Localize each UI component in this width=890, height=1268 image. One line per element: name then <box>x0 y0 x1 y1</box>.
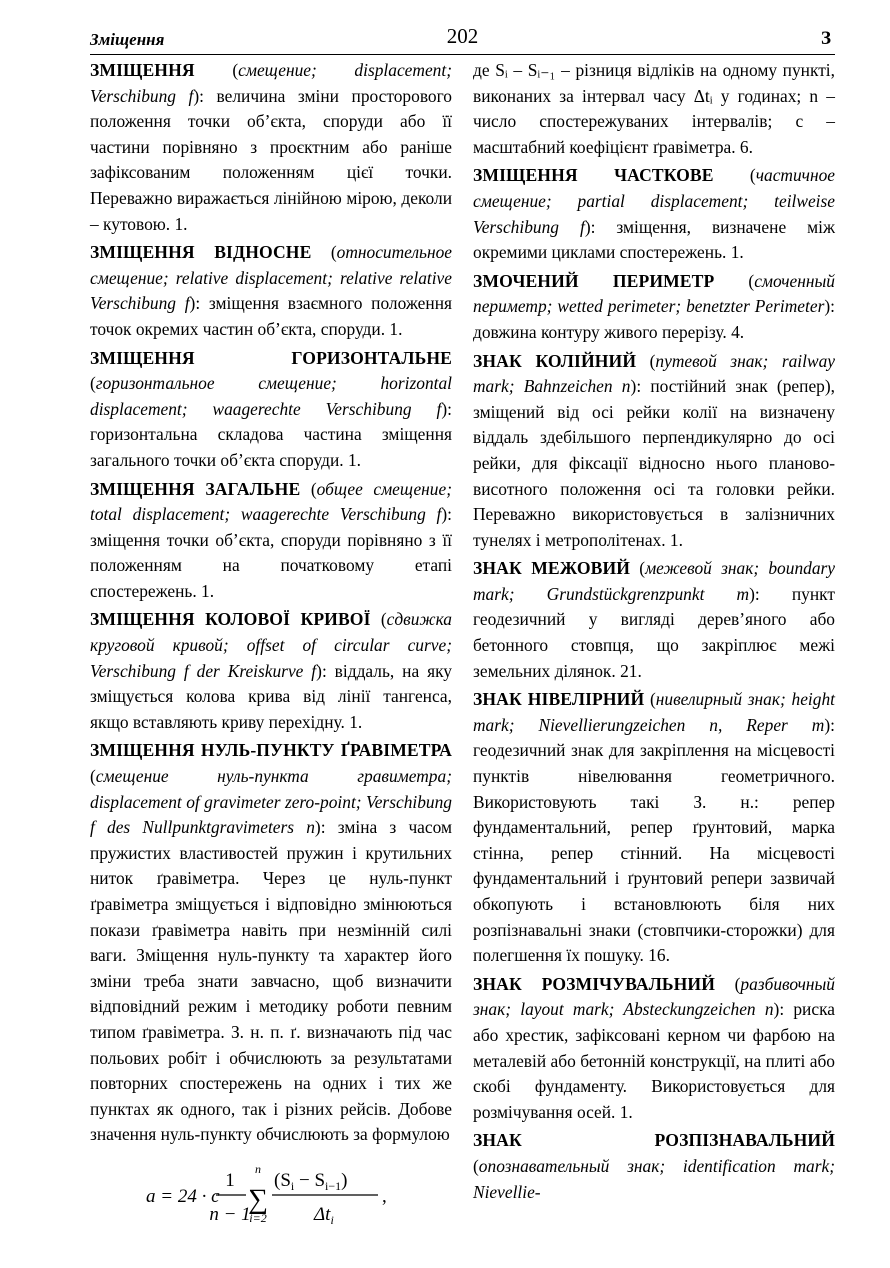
entry-term: ЗМОЧЕНИЙ ПЕРИМЕТР <box>473 270 715 291</box>
entry-translations: частичное смещение; partial displacement; teilweise Verschibung f <box>473 165 836 237</box>
entry-translations: горизонтальное смещение; horizontal displacement; waagerechte Verschibung f <box>90 373 452 419</box>
page-number: 202 <box>446 24 479 48</box>
entry-definition: : зміщення точки об’єкта, споруди порівняно з її положенням на початковому етапі спостережень. 1. <box>90 504 452 601</box>
entry-definition: : зміщення взаємного положення точок окремих частин об’єкта, споруди. 1. <box>90 293 452 339</box>
entry-term: ЗНАК РОЗМІЧУВАЛЬНИЙ <box>473 973 716 994</box>
entry-translations: общее смещение; total displacement; waagerechte Verschibung f <box>90 478 453 525</box>
entry-term: ЗМІЩЕННЯ КОЛОВОЇ КРИВОЇ <box>90 609 371 630</box>
formula-trailing-comma: , <box>382 1185 387 1207</box>
formula-denominator: $\Delta t_i$ <box>314 1203 334 1227</box>
dictionary-entry: ЗМІЩЕННЯ НУЛЬ-ПУНКТУ ҐРАВІМЕТРА (смещение нуль-пункта гравиметра; displacement of gravimeter zero-point; Verschibung f des Nullpunktgravimeters n): зміна з часом пружистих властивостей пружин і крутильних ниток ґравіметра. Через це нуль-пункт ґравіметра зміщується і відповідно змінюються покази ґравіметра навіть при незмінній силі ваги. Зміщення нуль-пункту та характер його зміни треба знати завчасно, щоб визначити відповідний режим і методику роботи певним типом ґравіметра. З. н. п. ґ. визначають під час польових робіт і обчислюють за результатами повторних спостережень на одних і тих же пунктах як одного, так і різних рейсів. Добове значення нуль-пункту обчислюють за формулою <box>90 740 452 1145</box>
dictionary-entry: ЗМІЩЕННЯ ГОРИЗОНТАЛЬНЕ (горизонтальное смещение; horizontal displacement; waagerechte Verschibung f): горизонтальна складова частина зміщення загального точки об’єкта споруди. 1. <box>90 347 452 470</box>
entry-translations: относительное смещение; relative displacement; relative relative Verschibung f <box>90 242 452 314</box>
entry-term: ЗНАК МЕЖОВИЙ <box>473 558 631 579</box>
entry-definition: : горизонтальна складова частина зміщення загального точки об’єкта споруди. 1. <box>90 398 452 470</box>
entry-term: ЗМІЩЕННЯ ВІДНОСНЕ <box>90 242 312 263</box>
entry-translations: опознавательный знак; identification mark; Nievellie- <box>473 1155 835 1202</box>
dictionary-entry: ЗМОЧЕНИЙ ПЕРИМЕТР (смоченный периметр; wetted perimeter; benetzter Perimeter): довжина контуру живого перерізу. 4. <box>473 270 835 342</box>
zero-point-formula <box>90 1158 452 1230</box>
entry-term: ЗМІЩЕННЯ ЧАСТКОВЕ <box>473 165 714 186</box>
right-column <box>473 58 835 1208</box>
dictionary-entry: ЗМІЩЕННЯ (смещение; displacement; Verschibung f): величина зміни просторового положення точки об’єкта, споруди або її частини порівняно з проєктним або раніше зафіксованим положенням цієї точки. Переважно виражається лінійною мірою, деколи – кутовою. 1. <box>90 60 453 234</box>
entry-term: ЗНАК КОЛІЙНИЙ <box>473 350 637 371</box>
section-letter: З <box>820 28 831 49</box>
entry-translations: нивелирный знак; height mark; Nievellierungzeichen n, Reper m <box>473 689 835 735</box>
sum-lower-limit: i=2 <box>249 1210 267 1225</box>
formula-numerator: $(S_i - S_{i-1})$ <box>274 1169 348 1193</box>
entry-definition: : зміна з часом пружистих властивостей пружин і крутильних ниток ґравіметра. Через це нуль-пункт ґравіметра зміщується і відповідно змінюються покази ґравіметра навіть при незмінній силі ваги. Зміщення нуль-пункту та характер його зміни треба знати завчасно, щоб визначити відповідний режим і методику роботи певним типом ґравіметра. З. н. п. ґ. визначають під час польових робіт і обчислюють за результатами повторних спостережень на одних і тих же пунктах як одного, так і різних рейсів. Добове значення нуль-пункту обчислюють за формулою <box>90 817 452 1145</box>
section-title: Зміщення <box>90 30 165 49</box>
dictionary-entry: ЗНАК МЕЖОВИЙ (межевой знак; boundary mark; Grundstückgrenzpunkt m): пункт геодезичний у вигляді дерев’яного або бетонного стовпця, що закріплює межі земельних ділянок. 21. <box>473 558 836 681</box>
formula-frac-denominator: n − 1 <box>209 1203 251 1225</box>
entry-definition: : геодезичний знак для закріплення на місцевості пунктів нівелювання геометричного. Використовують такі З. н.: репер фундаментальний, репер ґрунтовий, марка стінна, репер стінний. На місцевості фундаментальний і ґрунтовий репери зазвичай обкопують і встановлюють біля них розпізнавальні знаки (стовпчики-сторожки) для полегшення їх пошуку. 16. <box>473 714 835 966</box>
formula-explanation: де Sᵢ – Sᵢ₋₁ – різниця відліків на одному пункті, виконаних за інтервал часу Δtᵢ у годинах; n – число спостережуваних інтервалів; c – масштабний коефіцієнт ґравіметра. 6. <box>473 60 835 157</box>
sum-upper-limit: n <box>255 1161 261 1176</box>
entry-definition: : довжина контуру живого перерізу. 4. <box>473 296 835 342</box>
left-column <box>90 58 452 1230</box>
entry-definition: : величина зміни просторового положення точки об’єкта, споруди або її частини порівняно з проєктним або раніше зафіксованим положенням цієї точки. Переважно виражається лінійною мірою, деколи – кутовою. 1. <box>90 85 453 234</box>
running-header <box>90 24 835 55</box>
entry-definition: : зміщення, визначене між окремими циклами спостережень. 1. <box>473 216 836 263</box>
entry-term: ЗМІЩЕННЯ ЗАГАЛЬНЕ <box>90 478 301 499</box>
dictionary-entry: ЗНАК НІВЕЛІРНИЙ (нивелирный знак; height mark; Nievellierungzeichen n, Reper m): геодезичний знак для закріплення на місцевості пунктів нівелювання геометричного. Використовують такі З. н.: репер фундаментальний, репер ґрунтовий, марка стінна, репер стінний. На місцевості фундаментальний і ґрунтовий репери зазвичай обкопують і встановлюють біля них розпізнавальні знаки (стовпчики-сторожки) для полегшення їх пошуку. 16. <box>473 689 835 966</box>
entry-definition: : постійний знак (репер), зміщений від осі рейки колії на визначену віддаль здебільшого перпендикулярно до осі рейки, для фіксації відносно нього планово-висотного положення осі та головки рейки. Переважно використовується в залізничних тунелях і метрополітенах. 1. <box>473 376 835 550</box>
entry-translations: смоченный периметр; wetted perimeter; benetzter Perimeter <box>473 270 835 317</box>
dictionary-entry: ЗМІЩЕННЯ ВІДНОСНЕ (относительное смещение; relative displacement; relative relative Verschibung f): зміщення взаємного положення точок окремих частин об’єкта, споруди. 1. <box>90 242 452 339</box>
formula-frac-numerator: 1 <box>225 1169 235 1191</box>
entry-translations: сдвижка круговой кривой; offset of circular curve; Verschibung f der Kreiskurve f <box>90 609 452 681</box>
entry-translations: межевой знак; boundary mark; Grundstückgrenzpunkt m <box>473 558 836 604</box>
entry-term: ЗНАК РОЗПІЗНАВАЛЬНИЙ <box>473 1130 835 1151</box>
dictionary-entry: ЗНАК РОЗПІЗНАВАЛЬНИЙ (опознавательный знак; identification mark; Nievellie- <box>473 1130 835 1202</box>
entry-term: ЗМІЩЕННЯ НУЛЬ-ПУНКТУ ҐРАВІМЕТРА <box>90 740 452 761</box>
dictionary-entry: ЗМІЩЕННЯ ЗАГАЛЬНЕ (общее смещение; total displacement; waagerechte Verschibung f): зміщення точки об’єкта, споруди порівняно з її положенням на початковому етапі спостережень. 1. <box>90 478 453 601</box>
dictionary-entry: ЗНАК КОЛІЙНИЙ (путевой знак; railway mark; Bahnzeichen n): постійний знак (репер), зміщений від осі рейки колії на визначену віддаль здебільшого перпендикулярно до осі рейки, для фіксації відносно нього планово-висотного положення осі та головки рейки. Переважно використовується в залізничних тунелях і метрополітенах. 1. <box>473 350 835 550</box>
entry-translations: путевой знак; railway mark; Bahnzeichen n <box>473 350 835 397</box>
dictionary-entry: ЗНАК РОЗМІЧУВАЛЬНИЙ (разбивочный знак; layout mark; Absteckungzeichen n): риска або хрестик, зафіксовані керном чи фарбою на металевій або бетонній конструкції, на плиті або скобі фундаменту. Використовується для розмічування осей. 1. <box>473 973 835 1122</box>
entry-term: ЗМІЩЕННЯ ГОРИЗОНТАЛЬНЕ <box>90 347 452 368</box>
entry-term: ЗНАК НІВЕЛІРНИЙ <box>473 689 645 710</box>
entry-translations: смещение; displacement; Verschibung f <box>90 60 452 106</box>
entry-term: ЗМІЩЕННЯ <box>90 60 195 80</box>
formula-lhs: a = 24 · c <box>146 1185 220 1207</box>
entry-translations: смещение нуль-пункта гравиметра; displacement of gravimeter zero-point; Verschibung f des Nullpunktgravimeters n <box>90 766 452 838</box>
entry-definition: : риска або хрестик, зафіксовані керном чи фарбою на металевій або бетонній конструкції, на плиті або скобі фундаменту. Використовується для розмічування осей. 1. <box>473 999 835 1122</box>
entry-translations: разбивочный знак; layout mark; Absteckungzeichen n <box>473 973 835 1020</box>
entry-definition: : віддаль, на яку зміщується колова крива від лінії тангенса, якщо вставляють криву перехідну. 1. <box>90 660 452 732</box>
dictionary-entry: ЗМІЩЕННЯ ЧАСТКОВЕ (частичное смещение; partial displacement; teilweise Verschibung f): зміщення, визначене між окремими циклами спостережень. 1. <box>473 165 836 263</box>
dictionary-entry: ЗМІЩЕННЯ КОЛОВОЇ КРИВОЇ (сдвижка круговой кривой; offset of circular curve; Verschibung f der Kreiskurve f): віддаль, на яку зміщується колова крива від лінії тангенса, якщо вставляють криву перехідну. 1. <box>90 609 452 732</box>
entry-definition: : пункт геодезичний у вигляді дерев’яного або бетонного стовпця, що закріплює межі земельних ділянок. 21. <box>473 583 835 681</box>
sum-sign-icon: ∑ <box>248 1183 268 1215</box>
